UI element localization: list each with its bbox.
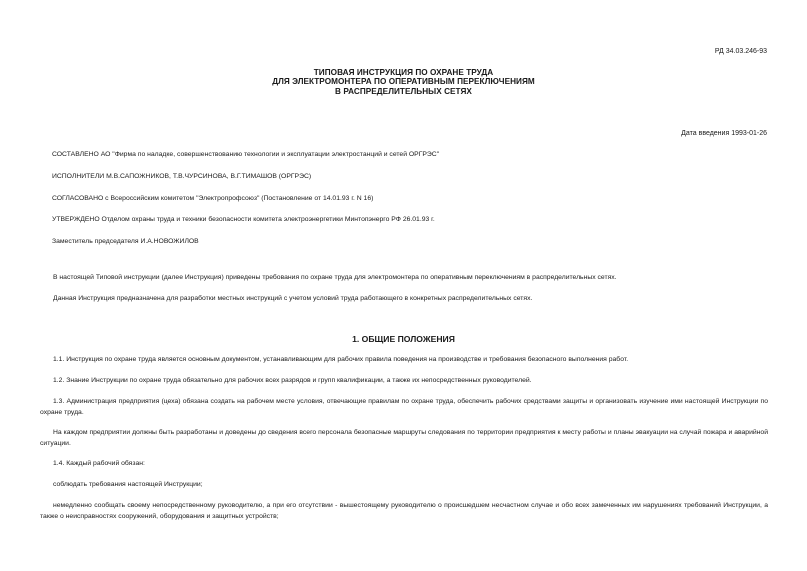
agreed-by: СОГЛАСОВАНО с Всероссийским комитетом "Электропрофсоюз" (Постановление от 14.01.93 г. N 16) <box>52 195 374 202</box>
section-1-paragraph-evacuation: На каждом предприятии должны быть разработаны и доведены до сведения всего персонала безопасные маршруты следования по территории предприятия к месту работы и планы эвакуации на случай пожара и аварийной ситуации. <box>40 429 768 447</box>
compiled-by: СОСТАВЛЕНО АО "Фирма по наладке, совершенствованию технологии и эксплуатации электростанций и сетей ОРГРЭС" <box>52 151 440 158</box>
intro-paragraph-2: Данная Инструкция предназначена для разработки местных инструкций с учетом условий труда работающего в конкретных распределительных сетях. <box>53 295 533 302</box>
deputy-chairman: Заместитель председателя И.А.НОВОЖИЛОВ <box>52 238 199 245</box>
section-1-paragraph-1-1: 1.1. Инструкция по охране труда является основным документом, устанавливающим для рабочих правила поведения на производстве и требования безопасного выполнения работ. <box>53 356 629 363</box>
title-line-3: В РАСПРЕДЕЛИТЕЛЬНЫХ СЕТЯХ <box>335 86 472 96</box>
section-1-duty-comply: соблюдать требования настоящей Инструкции; <box>53 481 203 488</box>
section-1-duty-report: немедленно сообщать своему непосредственному руководителю, а при его отсутствии - вышестоящему руководителю о происшедшем несчастном случае и обо всех замеченных им нарушениях требований Инструкции, а также о неисправностях сооружений, оборудования и защитных устройств; <box>40 502 768 520</box>
title-line-1: ТИПОВАЯ ИНСТРУКЦИЯ ПО ОХРАНЕ ТРУДА <box>313 68 494 77</box>
authors: ИСПОЛНИТЕЛИ М.В.САПОЖНИКОВ, Т.В.ЧУРСИНОВА, В.Г.ТИМАШОВ (ОРГРЭС) <box>52 173 312 180</box>
document-title <box>0 68 807 96</box>
section-1-title: 1. ОБЩИЕ ПОЛОЖЕНИЯ <box>352 334 455 344</box>
section-1-paragraph-1-2: 1.2. Знание Инструкции по охране труда обязательно для рабочих всех разрядов и групп квалификации, а также их непосредственных руководителей. <box>53 377 532 384</box>
title-line-2: ДЛЯ ЭЛЕКТРОМОНТЕРА ПО ОПЕРАТИВНЫМ ПЕРЕКЛЮЧЕНИЯМ <box>272 77 535 87</box>
section-1-paragraph-1-3: 1.3. Администрация предприятия (цеха) обязана создать на рабочем месте условия, отвечающие правилам по охране труда, обеспечить рабочих средствами защиты и организовать изучение ими настоящей Инструкции по охране труда. <box>40 398 768 416</box>
intro-paragraph-1: В настоящей Типовой инструкции (далее Инструкция) приведены требования по охране труда для электромонтера по оперативным переключениям в распределительных сетях. <box>53 274 617 281</box>
document-code: РД 34.03.246-93 <box>714 48 767 55</box>
section-1-paragraph-1-4: 1.4. Каждый рабочий обязан: <box>53 460 145 467</box>
approved-by: УТВЕРЖДЕНО Отделом охраны труда и техники безопасности комитета электроэнергетики Минтопэнерго РФ 26.01.93 г. <box>52 216 435 223</box>
effective-date: Дата введения 1993-01-26 <box>681 130 767 137</box>
